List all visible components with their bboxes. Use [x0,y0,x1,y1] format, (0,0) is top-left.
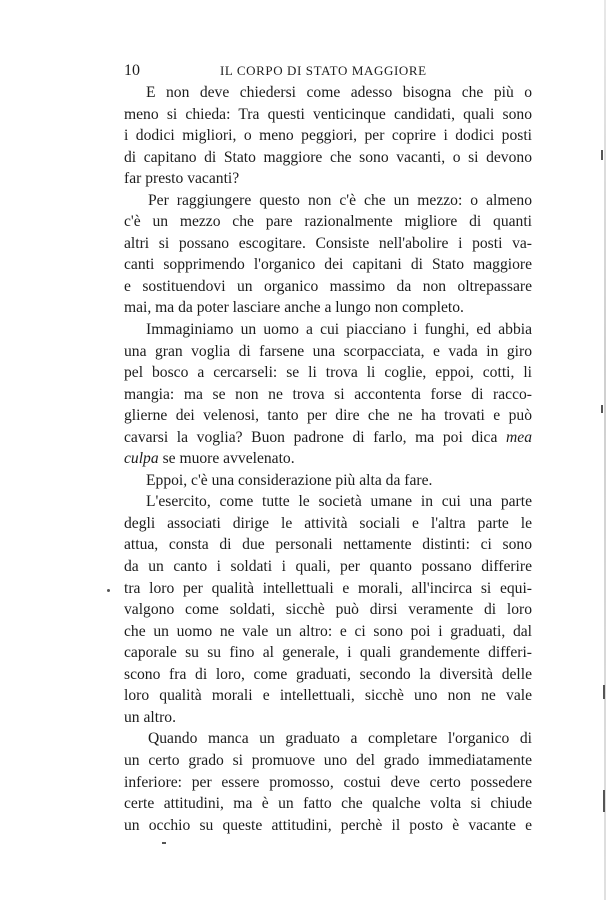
text-line: mai, ma da poter lasciare anche a lungo non completo. [124,299,464,317]
text-line: e sostituendovi un organico massimo da non oltrepassare [124,277,532,295]
text-line: caporale su su fino al generale, i quali grandemente differi- [124,644,532,662]
text-line: inferiore: per essere promosso, costui deve certo possedere [124,773,532,791]
text-line: altri si possano escogitare. Consiste nell'abolire i posti va- [124,234,532,252]
margin-mark [162,842,166,844]
text-line: loro qualità morali e intellettuali, sicchè uno non ne vale [124,687,532,705]
page-header [124,60,534,82]
text-line: un certo grado si promuove uno del grado immediatamente [124,751,532,769]
text-line: meno si chieda: Tra questi venticinque candidati, quali sono [124,105,532,123]
body-text [124,82,532,836]
text-line: una gran voglia di farsene una scorpacciata, e vada in giro [124,342,532,360]
text-line: certe attitudini, ma è un fatto che qualche volta si chiude [124,795,532,813]
text-line: Immaginiamo un uomo a cui piacciano i funghi, ed abbia [146,321,532,339]
text-line: da un canto i soldati i quali, per quanto possano differire [124,558,532,576]
text-line: valgono come soldati, sicchè può dirsi veramente di loro [124,601,532,619]
text-line: Quando manca un graduato a completare l'organico di [148,730,532,748]
text-segment: cavarsi la voglia? Buon padrone di farlo, ma poi dica [124,428,498,446]
text-line: Per raggiungere questo non c'è che un mezzo: o almeno [148,191,532,209]
margin-mark [603,685,605,699]
text-line: far presto vacanti? [124,170,240,188]
text-line: mangia: ma se non ne trova si accontenta forse di racco- [124,385,532,403]
page-number: 10 [124,62,140,79]
text-line: pel bosco a cercarseli: se li trova li coglie, eppoi, cotti, li [124,364,532,382]
text-line: di capitano di Stato maggiore che sono vacanti, o si devono [124,148,532,166]
text-line-with-italic [124,448,532,470]
text-line: E non deve chiedersi come adesso bisogna che più o [146,84,532,101]
text-line: canti sopprimendo l'organico dei capitani di Stato maggiore [124,256,532,274]
text-line: c'è un mezzo che pare razionalmente migliore di quanti [124,213,532,231]
text-line: L'esercito, come tutte le società umane in cui una parte [146,493,532,511]
text-line: Eppoi, c'è una considerazione più alta da fare. [146,471,433,489]
page-edge-shadow [604,0,606,900]
margin-mark [107,589,110,592]
running-head: IL CORPO DI STATO MAGGIORE [220,63,427,78]
text-line: un occhio su queste attitudini, perchè il posto è vacante e [124,816,532,834]
text-line: i dodici migliori, o meno peggiori, per coprire i dodici posti [124,127,532,145]
text-line: glierne dei velenosi, tanto per dire che ne ha trovati e può [124,407,532,425]
text-line: scono fra di loro, come graduati, secondo la diversità delle [124,665,532,683]
text-line-with-italic [124,427,532,449]
text-line: un altro. [124,708,176,726]
text-line: degli associati dirige le attività sociali e l'altra parte le [124,514,532,532]
text-segment: se muore avvelenato. [162,450,295,468]
italic-word: mea [506,428,532,446]
margin-mark [603,790,605,812]
margin-mark [601,150,603,160]
margin-mark [601,405,603,413]
text-line: che un uomo ne vale un altro: e ci sono poi i graduati, dal [124,622,532,640]
italic-word: culpa [124,450,159,468]
text-line: attua, consta di due personali nettamente distinti: ci sono [124,536,532,554]
text-line: tra loro per qualità intellettuali e morali, all'incirca si equi- [124,579,532,597]
